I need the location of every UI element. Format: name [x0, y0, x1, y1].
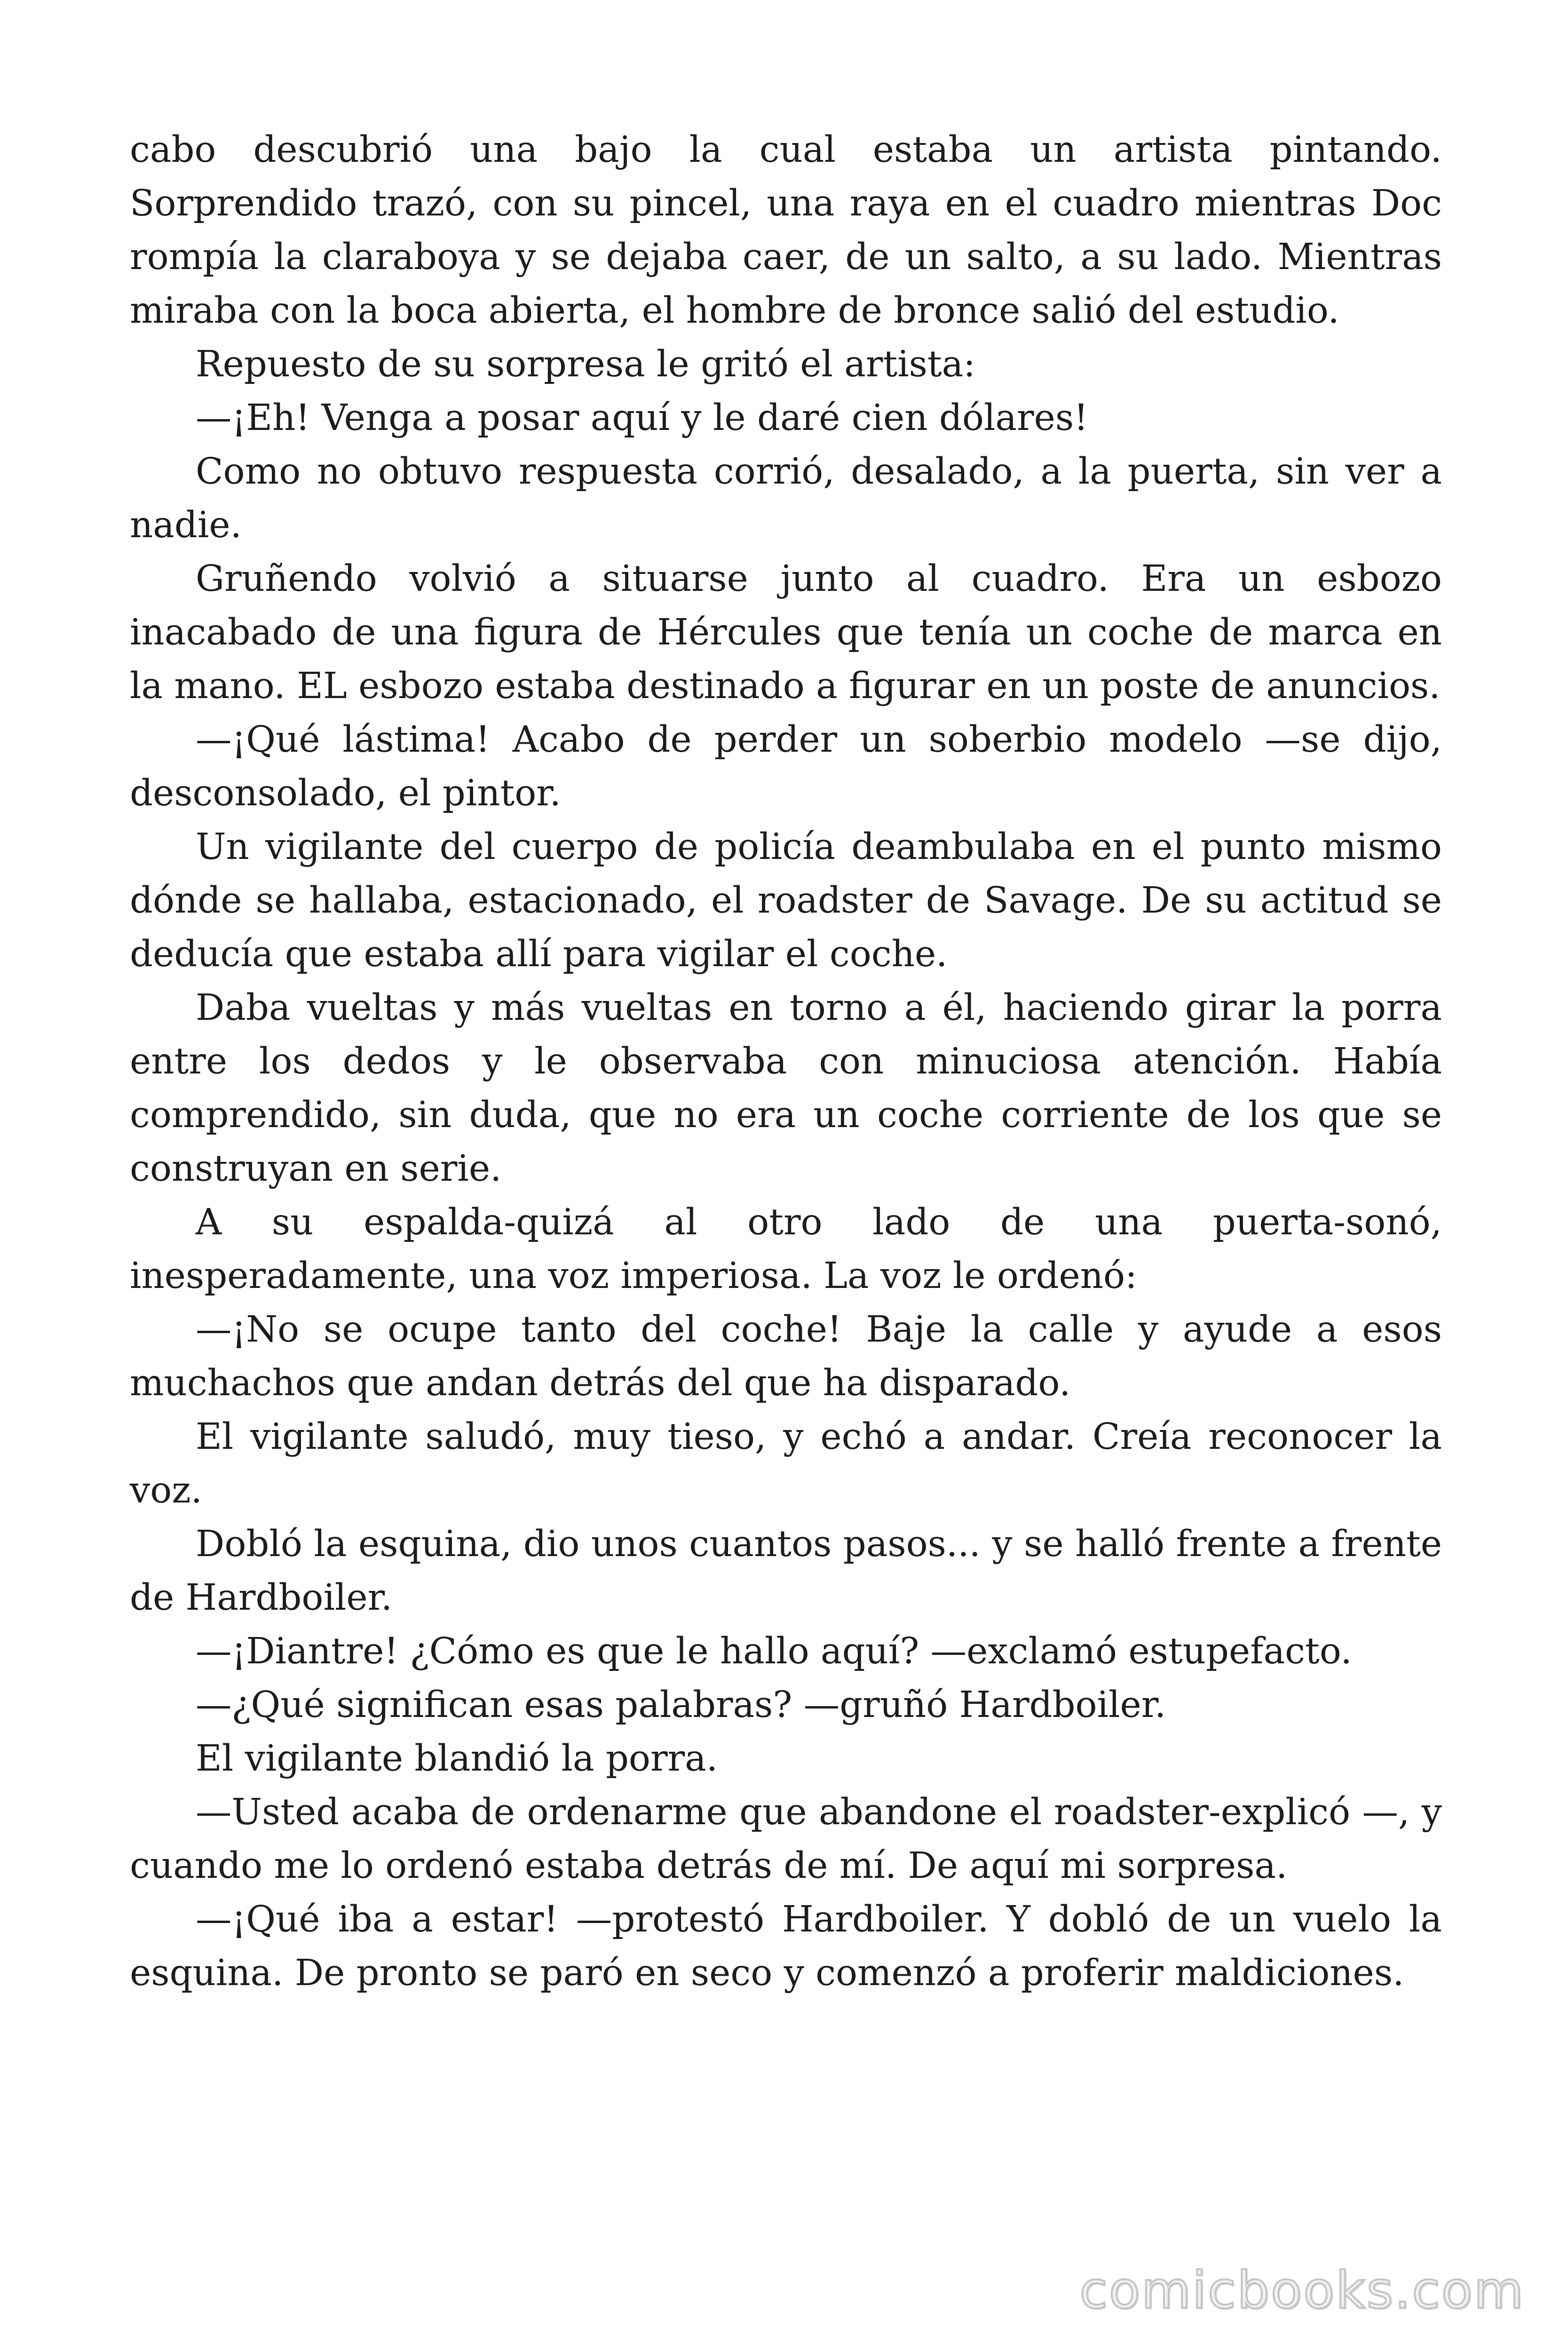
- paragraph: A su espalda-quizá al otro lado de una puerta-sonó, inesperadamente, una voz imperiosa. La voz le ordenó:: [130, 1201, 1442, 1297]
- paragraph: —¡Qué iba a estar! —protestó Hardboiler. Y dobló de un vuelo la esquina. De pronto se paró en seco y comenzó a proferir maldiciones.: [130, 1899, 1442, 1994]
- paragraph: —¡Diantre! ¿Cómo es que le hallo aquí? —exclamó estupefacto.: [196, 1630, 1352, 1672]
- paragraph: —¡No se ocupe tanto del coche! Baje la calle y ayude a esos muchachos que andan detrás del que ha disparado.: [130, 1309, 1442, 1404]
- paragraph: El vigilante blandió la porra.: [196, 1738, 718, 1780]
- paragraph: Repuesto de su sorpresa le gritó el artista:: [196, 343, 976, 385]
- paragraph: —¿Qué significan esas palabras? —gruñó Hardboiler.: [196, 1684, 1166, 1726]
- paragraph: Como no obtuvo respuesta corrió, desalado, a la puerta, sin ver a nadie.: [130, 451, 1442, 546]
- paragraph: cabo descubrió una bajo la cual estaba un artista pintando. Sorprendido trazó, con su pincel, una raya en el cuadro mientras Doc rompía la claraboya y se dejaba caer, de un salto, a su lado. Mientras miraba con la boca abierta, el hombre de bronce salió del estudio.: [130, 129, 1442, 332]
- paragraph: Un vigilante del cuerpo de policía deambulaba en el punto mismo dónde se hallaba, estacionado, el roadster de Savage. De su actitud se deducía que estaba allí para vigilar el coche.: [130, 826, 1442, 975]
- paragraph: Daba vueltas y más vueltas en torno a él, haciendo girar la porra entre los dedos y le observaba con minuciosa atención. Había comprendido, sin duda, que no era un coche corriente de los que se construyan en serie.: [130, 987, 1442, 1190]
- paragraph: —Usted acaba de ordenarme que abandone el roadster-explicó —, y cuando me lo ordenó estaba detrás de mí. De aquí mi sorpresa.: [130, 1791, 1442, 1887]
- paragraph: —¡Qué lástima! Acabo de perder un soberbio modelo —se dijo, desconsolado, el pintor.: [130, 719, 1442, 814]
- watermark: comicbooks.com: [1079, 2261, 1525, 2320]
- paragraph: Dobló la esquina, dio unos cuantos pasos... y se halló frente a frente de Hardboiler.: [130, 1523, 1442, 1619]
- paragraph: —¡Eh! Venga a posar aquí y le daré cien dólares!: [196, 397, 1088, 439]
- paragraph: El vigilante saludó, muy tieso, y echó a andar. Creía reconocer la voz.: [130, 1416, 1442, 1511]
- paragraph: Gruñendo volvió a situarse junto al cuadro. Era un esbozo inacabado de una figura de Hércules que tenía un coche de marca en la mano. EL esbozo estaba destinado a figurar en un poste de anuncios.: [130, 558, 1442, 707]
- page-body: [130, 123, 1442, 2000]
